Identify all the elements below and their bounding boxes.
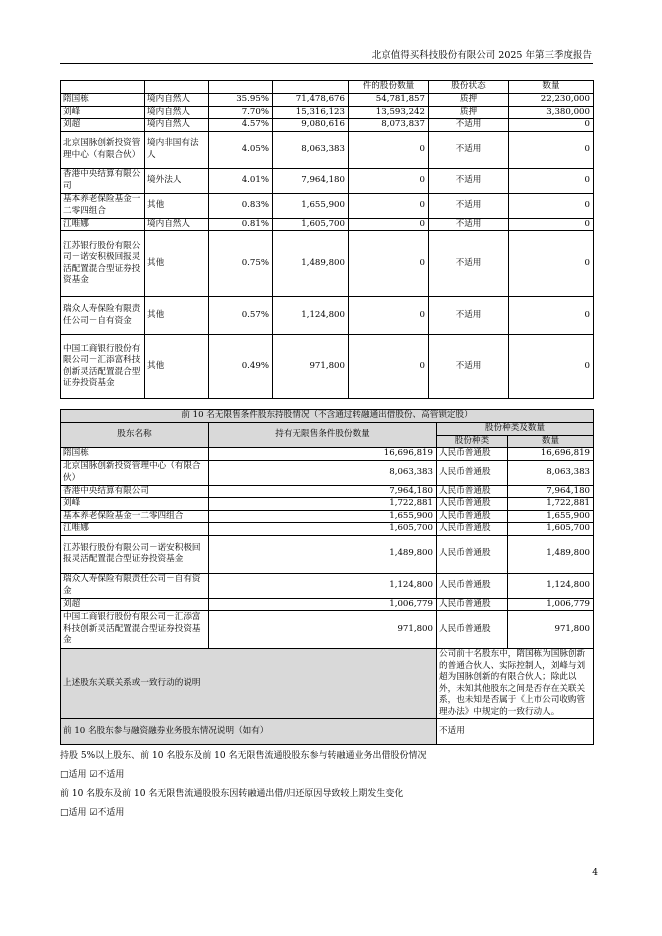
shareholder-name: 隋国栋	[61, 448, 209, 461]
shareholder-name: 北京国脉创新投资管理中心（有限合伙）	[61, 131, 145, 168]
holding-shares: 971,800	[273, 335, 349, 399]
unrestricted-shares: 971,800	[209, 611, 437, 649]
share-type: 人民币普通股	[437, 485, 508, 498]
restricted-shares: 0	[349, 231, 429, 297]
pledge-qty: 0	[509, 168, 594, 193]
table-row	[61, 573, 594, 598]
pledge-qty: 0	[509, 335, 594, 399]
share-qty: 1,722,881	[508, 498, 594, 511]
holding-pct: 0.81%	[209, 218, 273, 231]
share-type: 人民币普通股	[437, 611, 508, 649]
pledge-status: 质押	[429, 94, 509, 107]
header-cell	[145, 81, 209, 94]
restricted-shares: 0	[349, 193, 429, 218]
col-header-qty: 数量	[508, 435, 594, 448]
shareholder-nature: 境内自然人	[145, 119, 209, 132]
shareholder-name: 刘峰	[61, 106, 145, 119]
holding-shares: 1,655,900	[273, 193, 349, 218]
header-cell: 股份状态	[429, 81, 509, 94]
table-header-row	[61, 423, 594, 436]
share-qty: 971,800	[508, 611, 594, 649]
col-header-type-group: 股份种类及数量	[437, 423, 594, 436]
holding-pct: 4.01%	[209, 168, 273, 193]
share-type: 人民币普通股	[437, 498, 508, 511]
top10-unrestricted-table	[60, 409, 594, 745]
col-header-shares: 持有无限售条件股份数量	[209, 423, 437, 448]
relation-label: 上述股东关联关系或一致行动的说明	[61, 649, 437, 719]
margin-text: 不适用	[437, 719, 594, 745]
pledge-status: 不适用	[429, 193, 509, 218]
table-row	[61, 485, 594, 498]
pledge-qty: 3,380,000	[509, 106, 594, 119]
shareholder-name: 北京国脉创新投资管理中心（有限合伙）	[61, 460, 209, 485]
share-qty: 7,964,180	[508, 485, 594, 498]
share-type: 人民币普通股	[437, 535, 508, 573]
holding-pct: 7.70%	[209, 106, 273, 119]
unrestricted-shares: 1,006,779	[209, 598, 437, 611]
shareholder-nature: 其他	[145, 335, 209, 399]
note-lending-options: □适用 ☑不适用	[60, 770, 125, 780]
unrestricted-shares: 1,722,881	[209, 498, 437, 511]
pledge-status: 不适用	[429, 335, 509, 399]
pledge-status: 不适用	[429, 297, 509, 335]
holding-pct: 0.75%	[209, 231, 273, 297]
restricted-shares: 0	[349, 131, 429, 168]
share-type: 人民币普通股	[437, 510, 508, 523]
table-row	[61, 218, 594, 231]
restricted-shares: 0	[349, 297, 429, 335]
holding-shares: 8,063,383	[273, 131, 349, 168]
shareholder-name: 基本养老保险基金一二零四组合	[61, 510, 209, 523]
holding-shares: 1,124,800	[273, 297, 349, 335]
table-title: 前 10 名无限售条件股东持股情况（不含通过转融通出借股份、高管锁定股）	[61, 410, 594, 423]
shareholder-name: 江唯娜	[61, 523, 209, 536]
margin-label: 前 10 名股东参与融资融券业务股东情况说明（如有）	[61, 719, 437, 745]
table-title-row	[61, 410, 594, 423]
margin-row	[61, 719, 594, 745]
unrestricted-shares: 1,124,800	[209, 573, 437, 598]
share-type: 人民币普通股	[437, 460, 508, 485]
table-row	[61, 131, 594, 168]
pledge-qty: 0	[509, 131, 594, 168]
restricted-shares: 8,073,837	[349, 119, 429, 132]
header-cell: 件的股份数量	[349, 81, 429, 94]
share-qty: 1,006,779	[508, 598, 594, 611]
col-header-type: 股份种类	[437, 435, 508, 448]
table-header-row	[61, 81, 594, 94]
table-row	[61, 94, 594, 107]
holding-shares: 9,080,616	[273, 119, 349, 132]
table-row	[61, 297, 594, 335]
note-change-options: □适用 ☑不适用	[60, 808, 125, 818]
unrestricted-shares: 16,696,819	[209, 448, 437, 461]
share-qty: 1,124,800	[508, 573, 594, 598]
table-row	[61, 193, 594, 218]
table-row	[61, 231, 594, 297]
shareholder-name: 江苏银行股份有限公司－诺安积极回报灵活配置混合型证券投资基金	[61, 231, 145, 297]
shareholder-name: 基本养老保险基金一二零四组合	[61, 193, 145, 218]
shareholder-nature: 其他	[145, 231, 209, 297]
table-row	[61, 523, 594, 536]
note-change: 前 10 名股东及前 10 名无限售流通股股东因转融通出借/归还原因导致较上期发生变化	[60, 789, 404, 799]
holding-pct: 0.49%	[209, 335, 273, 399]
relation-row	[61, 649, 594, 719]
share-qty: 16,696,819	[508, 448, 594, 461]
shareholder-nature: 境内自然人	[145, 218, 209, 231]
holding-shares: 1,489,800	[273, 231, 349, 297]
page-number: 4	[592, 868, 598, 878]
shareholder-nature: 其他	[145, 193, 209, 218]
pledge-status: 不适用	[429, 168, 509, 193]
pledge-qty: 0	[509, 193, 594, 218]
share-type: 人民币普通股	[437, 573, 508, 598]
shareholder-name: 江苏银行股份有限公司－诺安积极回报灵活配置混合型证券投资基金	[61, 535, 209, 573]
shareholder-name: 香港中央结算有限公司	[61, 485, 209, 498]
holding-shares: 15,316,123	[273, 106, 349, 119]
unrestricted-shares: 8,063,383	[209, 460, 437, 485]
share-qty: 1,605,700	[508, 523, 594, 536]
shareholder-name: 隋国栋	[61, 94, 145, 107]
holding-shares: 1,605,700	[273, 218, 349, 231]
header-cell: 数量	[509, 81, 594, 94]
share-type: 人民币普通股	[437, 448, 508, 461]
shareholder-name: 刘峰	[61, 498, 209, 511]
table-row	[61, 119, 594, 132]
share-type: 人民币普通股	[437, 598, 508, 611]
shareholder-name: 中国工商银行股份有限公司－汇添富科技创新灵活配置混合型证券投资基金	[61, 335, 145, 399]
shareholder-nature: 境内自然人	[145, 94, 209, 107]
table-row	[61, 106, 594, 119]
share-qty: 1,655,900	[508, 510, 594, 523]
holding-shares: 71,478,676	[273, 94, 349, 107]
relation-text: 公司前十名股东中，隋国栋为国脉创新的普通合伙人、实际控制人，刘峰与刘超为国脉创新的有限合伙人；除此以外，未知其他股东之间是否存在关联关系，也未知是否属于《上市公司收购管理办法》中规定的一致行动人。	[437, 649, 594, 719]
shareholder-name: 瑞众人寿保险有限责任公司－自有资金	[61, 297, 145, 335]
table-row	[61, 335, 594, 399]
restricted-shares: 0	[349, 335, 429, 399]
holding-pct: 4.05%	[209, 131, 273, 168]
table-row	[61, 460, 594, 485]
pledge-status: 不适用	[429, 119, 509, 132]
pledge-qty: 0	[509, 218, 594, 231]
restricted-shares: 0	[349, 218, 429, 231]
holding-pct: 0.83%	[209, 193, 273, 218]
pledge-qty: 0	[509, 119, 594, 132]
holding-shares: 7,964,180	[273, 168, 349, 193]
table-row	[61, 448, 594, 461]
restricted-shares: 0	[349, 168, 429, 193]
shareholder-name: 中国工商银行股份有限公司－汇添富科技创新灵活配置混合型证券投资基金	[61, 611, 209, 649]
table-row	[61, 498, 594, 511]
table-row	[61, 168, 594, 193]
pledge-qty: 0	[509, 231, 594, 297]
shareholder-name: 江唯娜	[61, 218, 145, 231]
note-lending: 持股 5%以上股东、前 10 名股东及前 10 名无限售流通股股东参与转融通业务出借股份情况	[60, 751, 427, 761]
unrestricted-shares: 7,964,180	[209, 485, 437, 498]
header-cell	[61, 81, 145, 94]
restricted-shares: 54,781,857	[349, 94, 429, 107]
pledge-qty: 22,230,000	[509, 94, 594, 107]
shareholder-name: 香港中央结算有限公司	[61, 168, 145, 193]
pledge-status: 质押	[429, 106, 509, 119]
unrestricted-shares: 1,605,700	[209, 523, 437, 536]
share-qty: 1,489,800	[508, 535, 594, 573]
top10-shareholders-table	[60, 80, 594, 399]
pledge-status: 不适用	[429, 131, 509, 168]
header-cell	[209, 81, 273, 94]
shareholder-nature: 其他	[145, 297, 209, 335]
shareholder-nature: 境内非国有法人	[145, 131, 209, 168]
pledge-status: 不适用	[429, 231, 509, 297]
pledge-status: 不适用	[429, 218, 509, 231]
unrestricted-shares: 1,655,900	[209, 510, 437, 523]
shareholder-nature: 境内自然人	[145, 106, 209, 119]
shareholder-name: 瑞众人寿保险有限责任公司－自有资金	[61, 573, 209, 598]
holding-pct: 35.95%	[209, 94, 273, 107]
header-cell	[273, 81, 349, 94]
pledge-qty: 0	[509, 297, 594, 335]
report-header-title: 北京值得买科技股份有限公司 2025 年第三季度报告	[371, 50, 592, 61]
shareholder-name: 刘超	[61, 598, 209, 611]
table-row	[61, 611, 594, 649]
table-row	[61, 598, 594, 611]
holding-pct: 4.57%	[209, 119, 273, 132]
share-type: 人民币普通股	[437, 523, 508, 536]
holding-pct: 0.57%	[209, 297, 273, 335]
table-row	[61, 535, 594, 573]
shareholder-name: 刘超	[61, 119, 145, 132]
header-divider	[60, 63, 593, 64]
table-row	[61, 510, 594, 523]
col-header-name: 股东名称	[61, 423, 209, 448]
restricted-shares: 13,593,242	[349, 106, 429, 119]
unrestricted-shares: 1,489,800	[209, 535, 437, 573]
shareholder-nature: 境外法人	[145, 168, 209, 193]
share-qty: 8,063,383	[508, 460, 594, 485]
